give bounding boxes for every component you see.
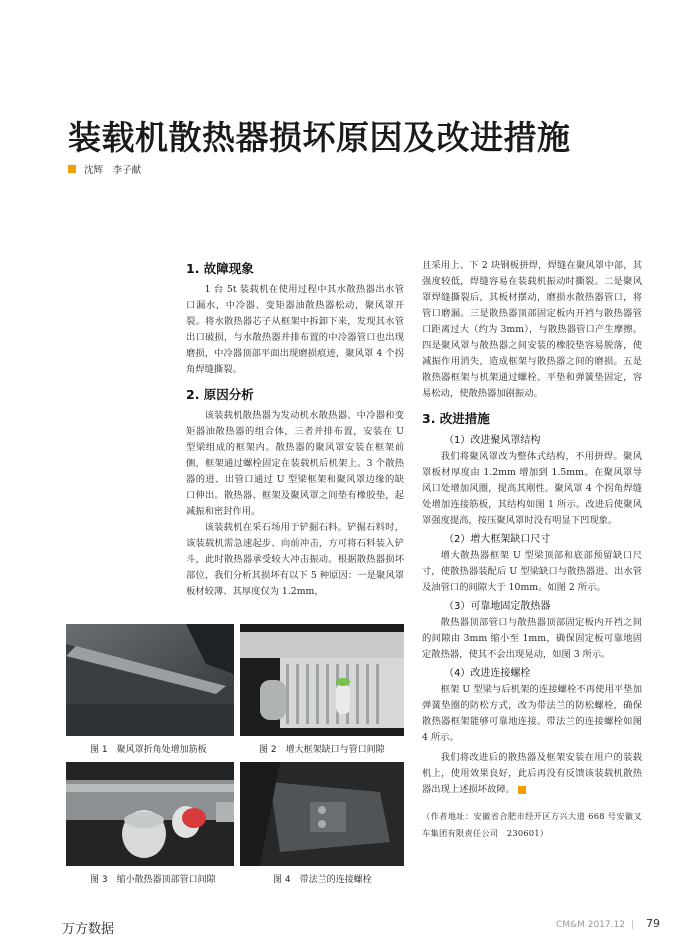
figure-4-photo: [240, 762, 404, 866]
footer-watermark: 万方数据: [62, 922, 115, 937]
paragraph: 该装载机在采石场用于铲掘石料。铲掘石料时，该装载机需急速起步、向前冲击，方可将石料装入铲斗，此时散热器承受较大冲击振动。根据散热器损坏部位，我们分析其损坏有以下 5 种原因：一是聚风罩板材较薄、其厚度仅为 1.2mm，: [186, 522, 404, 597]
figure-1-photo: [66, 624, 234, 736]
paragraph: 我们将聚风罩改为整体式结构，不用拼焊。聚风罩板材厚度由 1.2mm 增加到 1.5mm。在聚风罩导风口处增加风圈，提高其刚性。聚风罩 4 个拐角焊缝处增加连接筋板，其结构如图 1 所示。改进后使聚风罩强度提高，按压聚风罩时没有明显下凹现象。: [422, 451, 642, 526]
figure-3-photo: [66, 762, 234, 866]
section-heading-2: 2. 原因分析: [186, 387, 254, 402]
left-column: [186, 258, 404, 600]
paragraph: 增大散热器框架 U 型梁顶部和底部预留缺口尺寸，使散热器装配后 U 型梁缺口与散热器进、出水管及油管口的间隙大于 10mm。如图 2 所示。: [422, 550, 642, 593]
figure-2-photo: [240, 624, 404, 736]
section-heading-3: 3. 改进措施: [422, 411, 490, 426]
page-number: 79: [646, 917, 660, 930]
paragraph: 框架 U 型梁与后机架的连接螺栓不再使用平垫加弹簧垫圈的防松方式，改为带法兰的防松螺栓，确保散热器框架能够可靠地连接。带法兰的连接螺栓如图 4 所示。: [422, 684, 642, 743]
author-address: （作者地址：安徽省合肥市经开区方兴大道 668 号安徽叉车集团有限责任公司 230601）: [422, 811, 642, 838]
figure-4-caption: 图 4 带法兰的连接螺栓: [273, 875, 372, 885]
paragraph-continuation: 且采用上、下 2 块钢板拼焊，焊缝在聚风罩中部，其强度较低，焊缝容易在装载机振动时撕裂。二是聚风罩焊缝撕裂后，其板材摆动，磨损水散热器管口，将管口磨漏。三是散热器顶部固定板内开裆与散热器管口距离过大（约为 3mm），与散热器管口产生摩擦。四是聚风罩与散热器之间安装的橡胶垫容易脱落，使减振作用消失，造成框架与散热器之间的磨损。五是散热器框架与机架通过螺栓、平垫和弹簧垫固定，容易松动，使散热器加剧振动。: [422, 260, 642, 399]
subheading: （3）可靠地固定散热器: [444, 601, 551, 612]
authors: 沈辉 李子献: [84, 165, 142, 176]
figure-3-caption: 图 3 缩小散热器顶部管口间隙: [90, 875, 216, 885]
subheading: （4）改进连接螺栓: [444, 668, 531, 679]
closing-paragraph: [422, 750, 642, 798]
end-mark-icon: [518, 786, 526, 794]
paragraph: 该装载机散热器为发动机水散热器、中冷器和变矩器油散热器的组合体，三者并排布置，安装在 U 型梁组成的框架内。散热器的聚风罩安装在框架前侧，框架通过螺栓固定在装载机后机架上。3 个散热器的进、出管口通过 U 型梁框架和聚风罩边缘的缺口伸出。散热器、框架及聚风罩之间垫有橡胶垫，起减振和密封作用。: [186, 410, 404, 517]
footer-divider: |: [630, 920, 634, 930]
subheading: （1）改进聚风罩结构: [444, 435, 541, 446]
closing-text: 我们将改进后的散热器及框架安装在用户的装载机上，使用效果良好，此后再没有反馈该装载机散热器出现上述损坏故障。: [422, 752, 642, 795]
footer-journal: [556, 917, 660, 930]
section-heading-1: 1. 故障现象: [186, 261, 254, 276]
figure-2-caption: 图 2 增大框架缺口与管口间隙: [259, 745, 385, 755]
right-column: [422, 258, 642, 842]
subheading: （2）增大框架缺口尺寸: [444, 534, 551, 545]
article-title: 装载机散热器损坏原因及改进措施: [68, 118, 571, 157]
figure-1-caption: 图 1 聚风罩折角处增加筋板: [90, 745, 207, 755]
journal-issue: CM&M 2017.12: [556, 920, 625, 930]
paragraph: 散热器顶部管口与散热器顶部固定板内开裆之间的间隙由 3mm 缩小至 1mm，确保固定板可靠地固定散热器，使其不会出现晃动，如图 3 所示。: [422, 617, 642, 660]
paragraph: 1 台 5t 装载机在使用过程中其水散热器出水管口漏水，中冷器、变矩器油散热器松动，聚风罩开裂。将水散热器芯子从框架中拆卸下来，发现其水管出口破损，与水散热器并排布置的中冷器管口也出现磨损，中冷器顶部平面出现磨损痕迹，聚风罩 4 个拐角焊缝撕裂。: [186, 284, 404, 375]
square-bullet-icon: [68, 165, 76, 173]
author-line: [68, 162, 141, 176]
